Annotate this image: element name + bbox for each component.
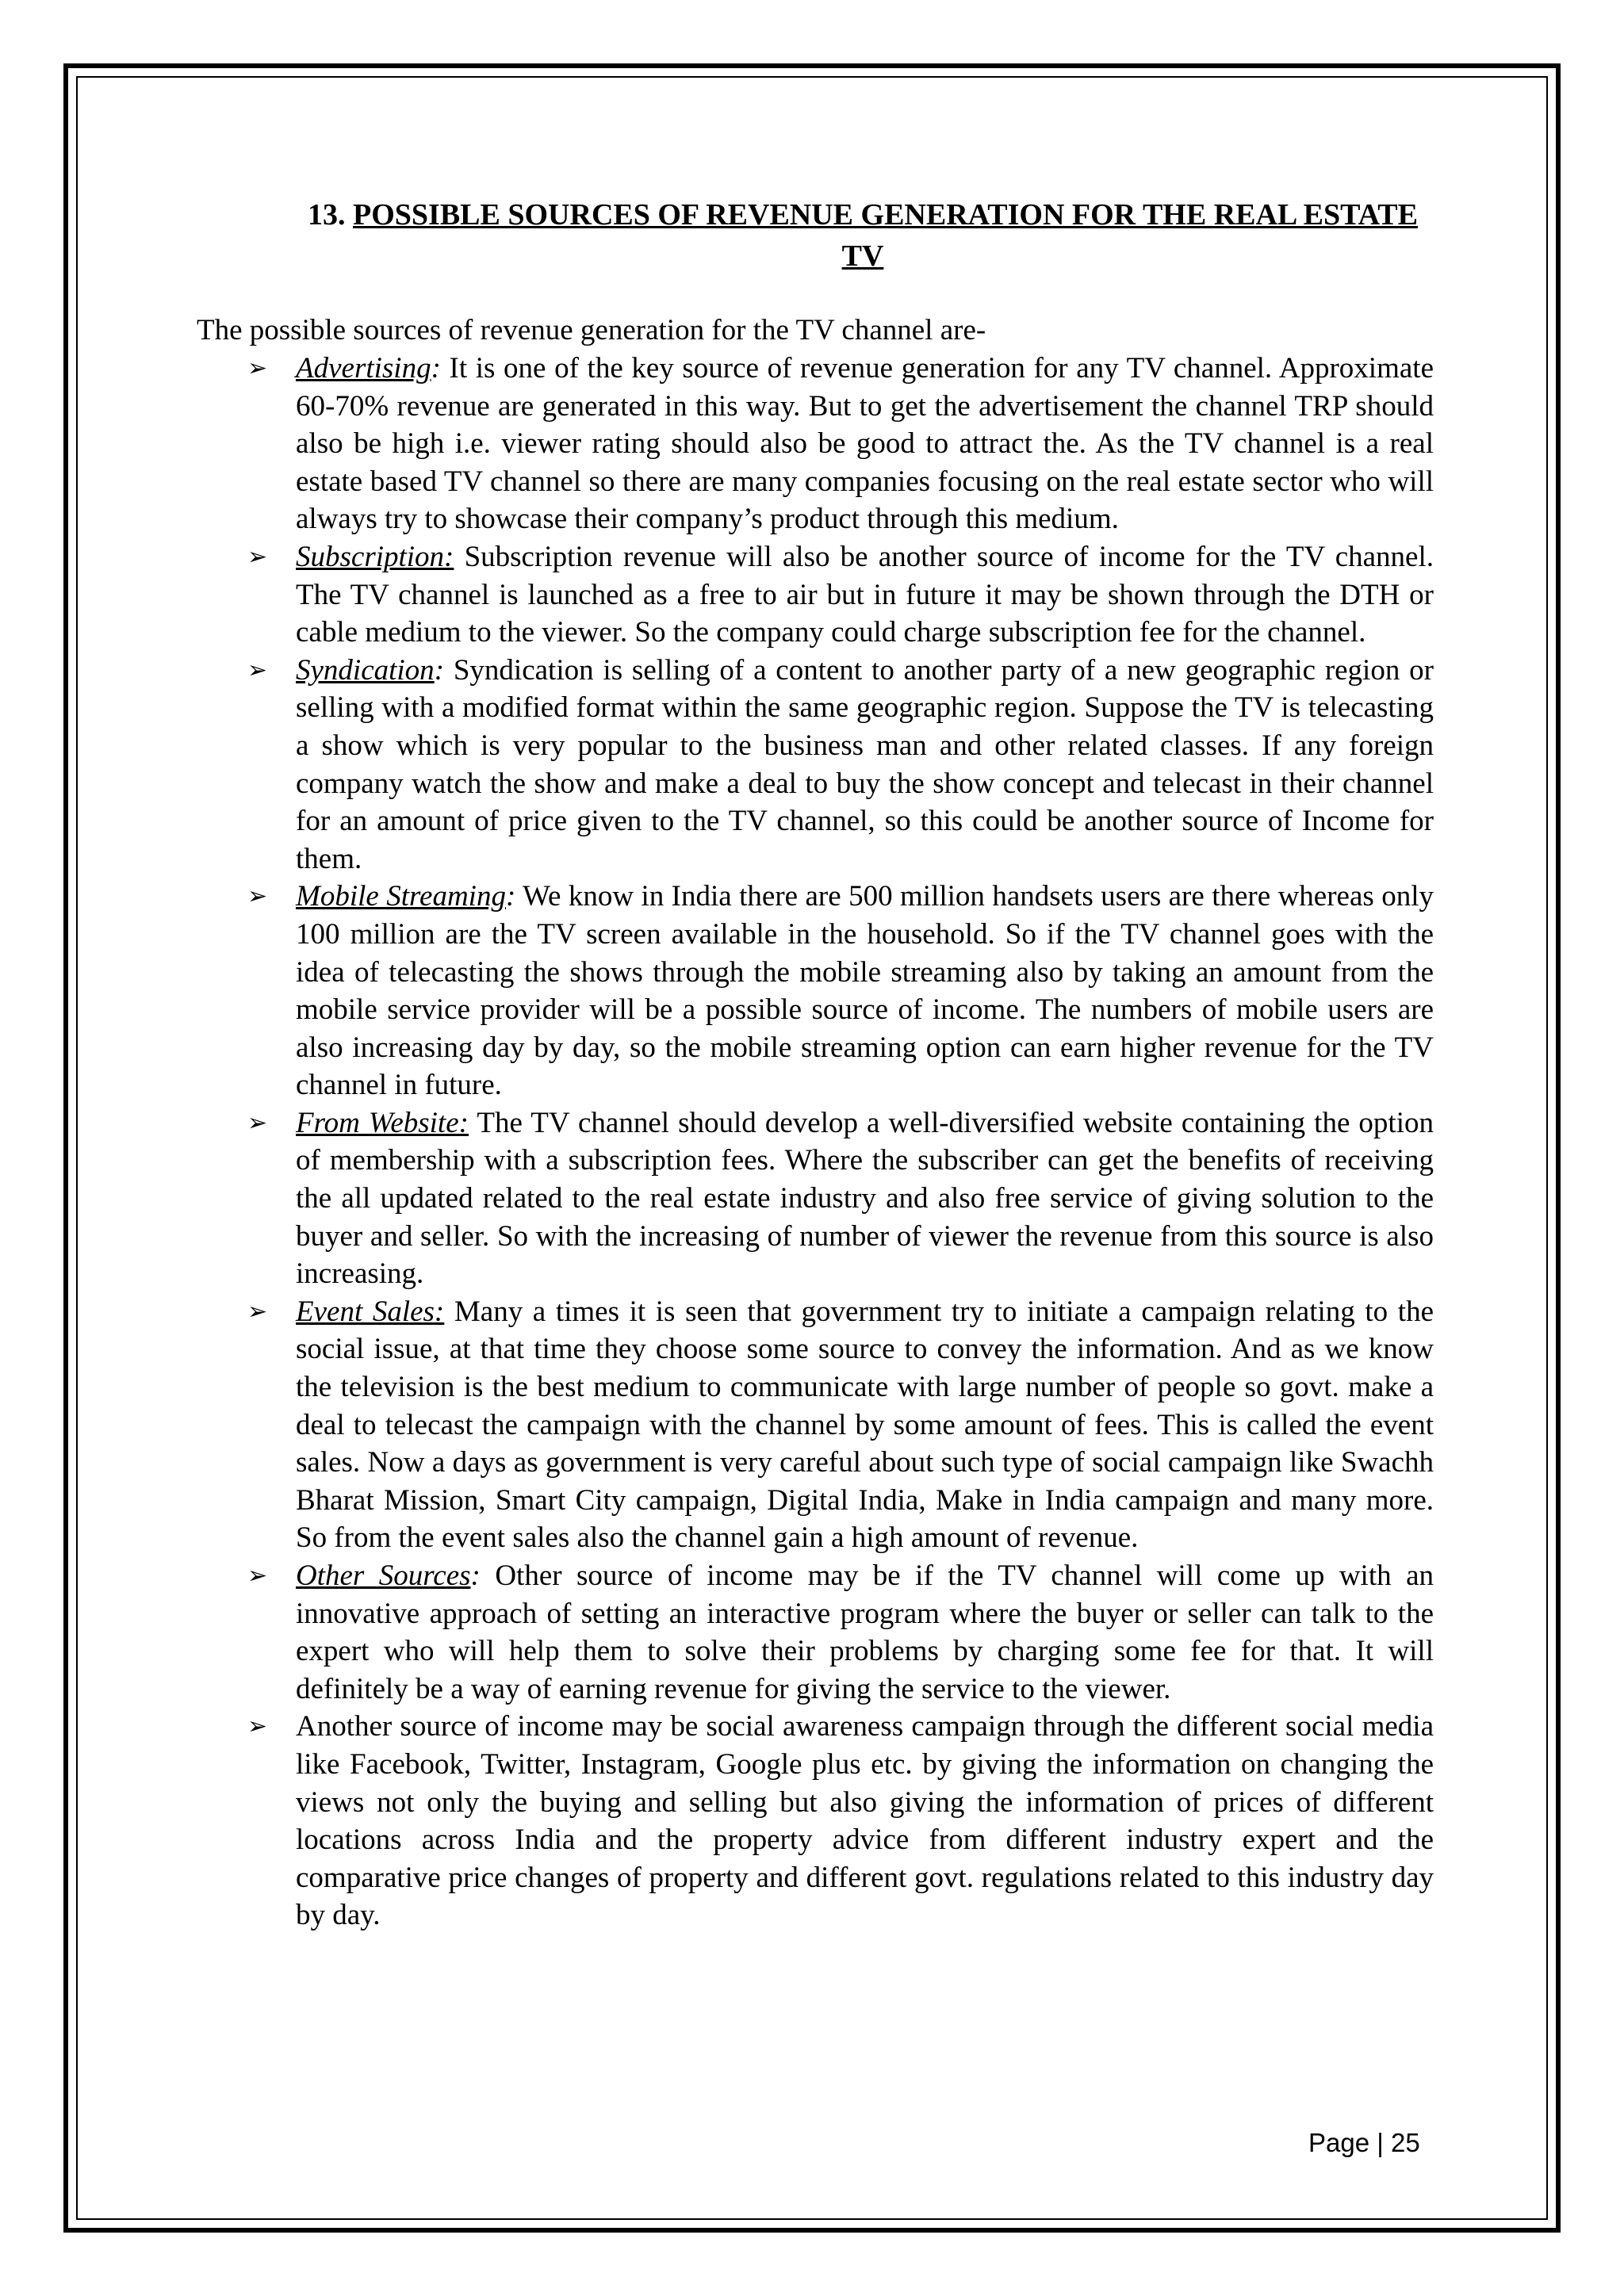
arrow-bullet-icon: ➢ (247, 656, 268, 684)
page-label: Page (1308, 2128, 1370, 2157)
page-footer (1308, 2128, 1420, 2158)
item-label: Syndication (296, 653, 435, 687)
list-item (197, 878, 1434, 1104)
arrow-bullet-icon: ➢ (247, 882, 268, 911)
item-label-separator: : (434, 653, 445, 687)
item-label-separator: : (505, 880, 516, 913)
arrow-bullet-icon: ➢ (247, 354, 268, 382)
item-text: Another source of income may be social awareness campaign through the different social media like Facebook, Twitter, Instagram, Google plus etc. by giving the information on changing the views not only the buying and selling but also giving the information of prices of different locations across India and the property advice from different industry expert and the comparative price changes of property and different govt. regulations related to this industry day by day. (296, 1710, 1434, 1932)
arrow-bullet-icon: ➢ (247, 1108, 268, 1137)
item-text: Subscription revenue will also be another source of income for the TV channel. The TV channel is launched as a free to air but in future it may be shown through the DTH or cable medium to the viewer. So the company could charge subscription fee for the channel. (296, 540, 1434, 649)
list-item (197, 538, 1434, 652)
item-text: Many a times it is seen that government try to initiate a campaign relating to the social issue, at that time they choose some source to convey the information. And as we know the television is the best medium to communicate with large number of people so govt. make a deal to telecast the campaign with the channel by some amount of fees. This is called the event sales. Now a days as government is very careful about such type of social campaign like Swachh Bharat Mission, Smart City campaign, Digital India, Make in India campaign and many more. So from the event sales also the channel gain a high amount of revenue. (296, 1295, 1434, 1555)
intro-paragraph: The possible sources of revenue generation for the TV channel are- (197, 314, 986, 346)
arrow-bullet-icon: ➢ (247, 1297, 268, 1326)
item-label: Subscription: (296, 540, 454, 573)
item-text: The TV channel should develop a well-diversified website containing the option of membership with a subscription fees. Where the subscriber can get the benefits of receiving the all updated related to the real estate industry and also free service of giving solution to the buyer and seller. So with the increasing of number of viewer the revenue from this source is also increasing. (296, 1106, 1434, 1291)
item-label: Other Sources (296, 1559, 471, 1592)
list-item (197, 1293, 1434, 1557)
item-text: Other source of income may be if the TV channel will come up with an innovative approach of setting an interactive program where the buyer or seller can talk to the expert who will help them to solve their problems by charging some fee for that. It will definitely be a way of earning revenue for giving the service to the viewer. (296, 1559, 1434, 1705)
list-item (197, 1708, 1434, 1934)
section-heading (292, 194, 1434, 277)
item-label-separator: : (431, 352, 441, 385)
item-text: We know in India there are 500 million handsets users are there whereas only 100 million are the TV screen available in the household. So if the TV channel goes with the idea of telecasting the shows through the mobile streaming also by taking an amount from the mobile service provider will be a possible source of income. The numbers of mobile users are also increasing day by day, so the mobile streaming option can earn higher revenue for the TV channel in future. (296, 880, 1434, 1102)
page-content (197, 194, 1434, 1934)
list-item (197, 652, 1434, 878)
page-divider: | (1377, 2128, 1384, 2157)
item-label: Advertising (296, 352, 431, 385)
arrow-bullet-icon: ➢ (247, 1562, 268, 1590)
arrow-bullet-icon: ➢ (247, 1712, 268, 1741)
page-number: 25 (1391, 2128, 1420, 2157)
revenue-sources-list (197, 350, 1434, 1934)
section-title: POSSIBLE SOURCES OF REVENUE GENERATION FOR THE REAL ESTATE TV (353, 198, 1418, 273)
item-label: Event Sales: (296, 1295, 445, 1328)
list-item (197, 1557, 1434, 1708)
section-number: 13. (308, 198, 346, 232)
item-text: It is one of the key source of revenue generation for any TV channel. Approximate 60-70% revenue are generated in this way. But to get the advertisement the channel TRP should also be high i.e. viewer rating should also be good to attract the. As the TV channel is a real estate based TV channel so there are many companies focusing on the real estate sector who will always try to showcase their company’s product through this medium. (296, 352, 1434, 536)
item-label: Mobile Streaming (296, 880, 506, 913)
item-label: From Website: (296, 1106, 469, 1139)
list-item (197, 1104, 1434, 1293)
list-item (197, 350, 1434, 538)
arrow-bullet-icon: ➢ (247, 542, 268, 571)
item-text: Syndication is selling of a content to another party of a new geographic region or selling with a modified format within the same geographic region. Suppose the TV is telecasting a show which is very popular to the business man and other related classes. If any foreign company watch the show and make a deal to buy the show concept and telecast in their channel for an amount of price given to the TV channel, so this could be another source of Income for them. (296, 653, 1434, 875)
item-label-separator: : (470, 1559, 481, 1592)
